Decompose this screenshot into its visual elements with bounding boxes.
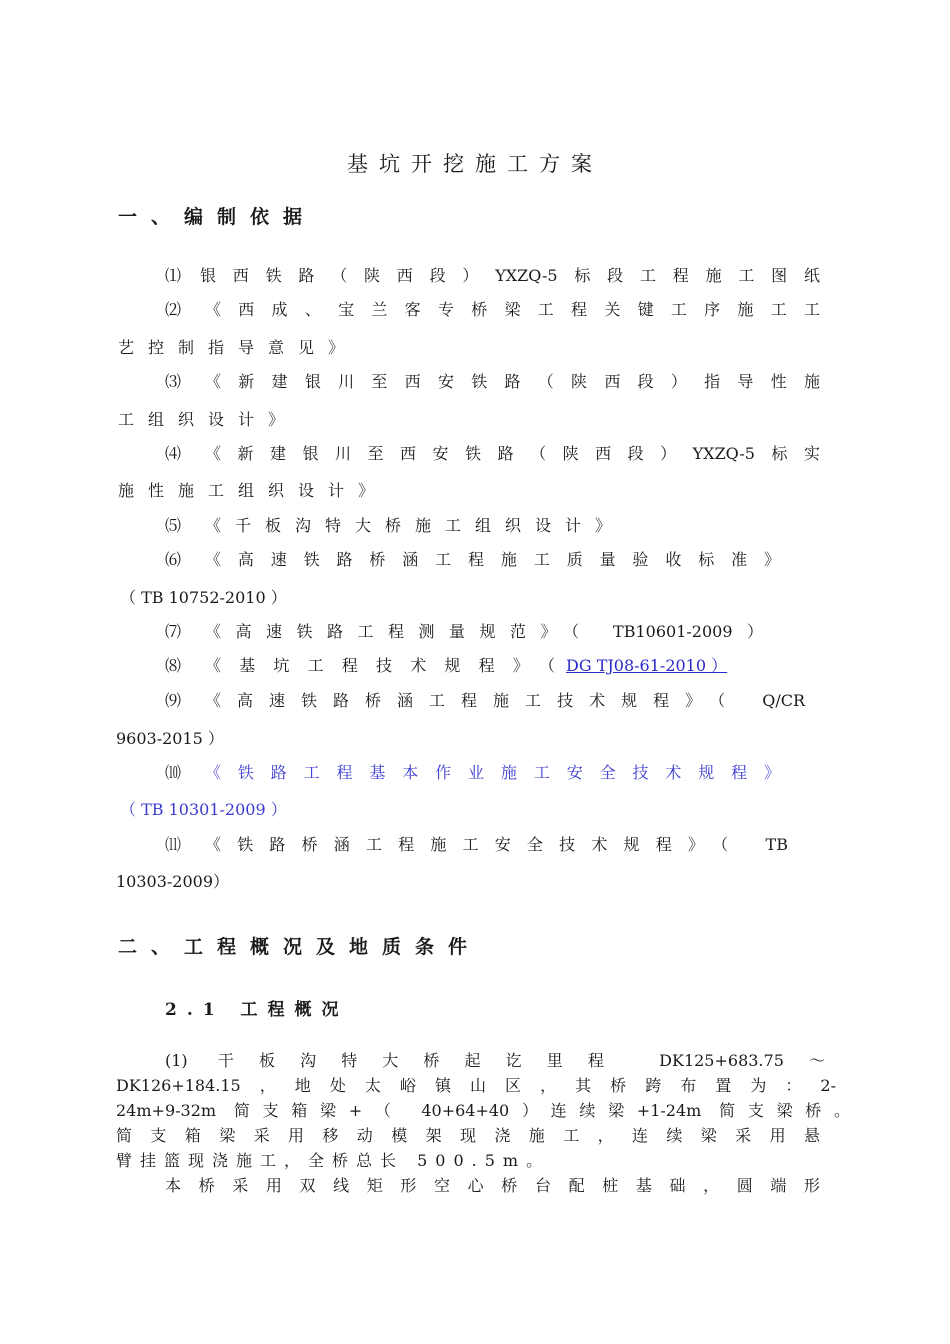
item-9-text-cont: 9603-2015 ） bbox=[116, 729, 224, 748]
item-6-number: ⑹ bbox=[165, 550, 182, 569]
item-6-text-cont: （ TB 10752-2010 ） bbox=[120, 588, 287, 607]
item-6-text: 《高速铁路桥涵工程施工质量验收标准》 bbox=[205, 550, 780, 569]
paragraph-line-3: 24m+9-32m 简支箱梁+（ 40+64+40）连续梁+1-24m 简支梁桥。 bbox=[116, 1101, 850, 1120]
item-4-text-cont: 施性施工组织设计》 bbox=[118, 481, 389, 500]
document-title: 基坑开挖施工方案 bbox=[347, 152, 603, 176]
item-5-text: 《千板沟特大桥施工组织设计》 bbox=[205, 516, 626, 535]
paragraph-line-4: 简支箱梁采用移动模架现浇施工，连续梁采用悬 bbox=[116, 1126, 820, 1145]
section-1-heading: 一、编制依据 bbox=[118, 206, 317, 228]
item-10-text-cont: （ TB 10301-2009 ） bbox=[120, 800, 287, 819]
item-3-text: 《新建银川至西安铁路（陕西段）指导性施 bbox=[205, 372, 820, 391]
item-2-number: ⑵ bbox=[165, 300, 182, 319]
item-1-text: 银西铁路（陕西段）YXZQ-5标段工程施工图纸 bbox=[200, 266, 820, 285]
item-2-text-cont: 艺控制指导意见》 bbox=[118, 338, 359, 357]
item-11-text: 《铁路桥涵工程施工安全技术规程》（ TB bbox=[205, 835, 788, 854]
section-2-heading: 二、工程概况及地质条件 bbox=[118, 936, 482, 958]
item-3-text-cont: 工组织设计》 bbox=[118, 410, 299, 429]
item-3-number: ⑶ bbox=[165, 372, 182, 391]
item-8-standard-link[interactable]: DG TJ08-61-2010 ） bbox=[566, 656, 728, 675]
item-7-text: 《高速铁路工程测量规范》（ TB10601-2009） bbox=[205, 622, 763, 641]
item-8-number: ⑻ bbox=[165, 656, 182, 675]
item-9-text: 《高速铁路桥涵工程施工技术规程》（ Q/CR bbox=[205, 691, 805, 710]
item-7-number: ⑺ bbox=[165, 622, 182, 641]
item-8-text: 《基坑工程技术规程》（ bbox=[205, 656, 555, 675]
item-10-number: ⑽ bbox=[165, 763, 182, 782]
item-11-text-cont: 10303-2009） bbox=[116, 872, 230, 891]
item-5-number: ⑸ bbox=[165, 516, 182, 535]
paragraph-line-6: 本桥采用双线矩形空心桥台配桩基础，圆端形 bbox=[165, 1176, 820, 1195]
subsection-2-1-heading: 2.1 工程概况 bbox=[165, 1000, 349, 1020]
item-4-number: ⑷ bbox=[165, 444, 182, 463]
item-2-text: 《西成、宝兰客专桥梁工程关键工序施工工 bbox=[205, 300, 820, 319]
item-9-number: ⑼ bbox=[165, 691, 182, 710]
paragraph-line-1: (1) 干板沟特大桥起讫里程 DK125+683.75～ bbox=[165, 1051, 825, 1070]
item-10-text: 《铁路工程基本作业施工安全技术规程》 bbox=[205, 763, 780, 782]
item-1-number: ⑴ bbox=[165, 266, 182, 285]
item-11-number: ⑾ bbox=[165, 835, 182, 854]
paragraph-line-2: DK126+184.15，地处太峪镇山区，其桥跨布置为：2- bbox=[116, 1076, 836, 1095]
item-4-text: 《新建银川至西安铁路（陕西段）YXZQ-5标实 bbox=[205, 444, 820, 463]
paragraph-line-5: 臂挂篮现浇施工，全桥总长 500.5m。 bbox=[116, 1151, 551, 1170]
